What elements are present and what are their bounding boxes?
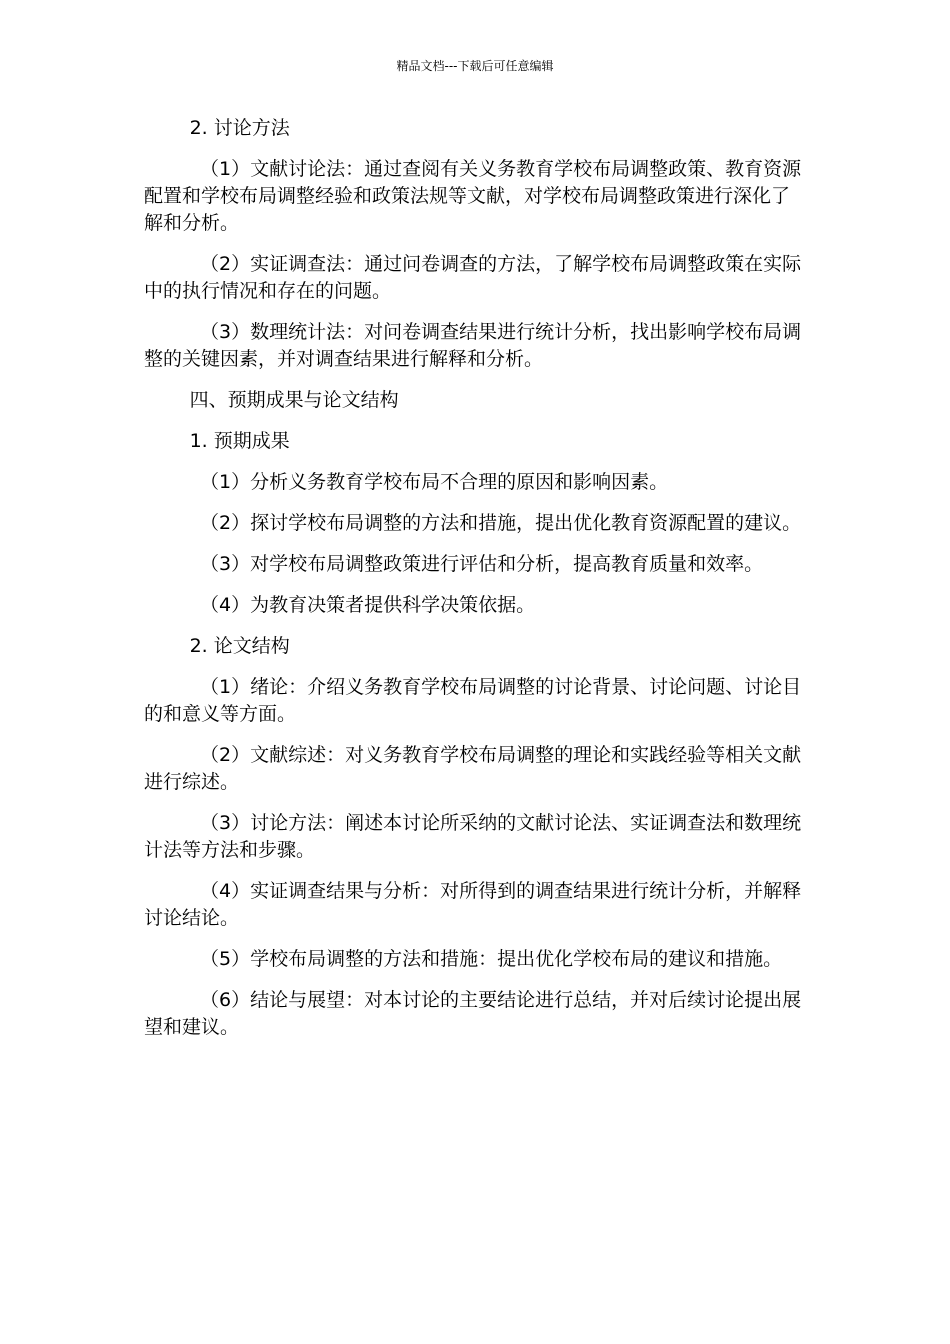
page-header: 精品文档---下载后可任意编辑 — [396, 59, 554, 73]
paragraph-empirical-survey-method: （2）实证调查法：通过问卷调查的方法，了解学校布局调整政策在实际中的执行情况和存在的问题。 — [144, 253, 802, 302]
paragraph-result-1: （1）分析义务教育学校布局不合理的原因和影响因素。 — [200, 471, 669, 493]
subsection-heading-thesis-structure: 2. 论文结构 — [189, 635, 290, 657]
paragraph-result-2: （2）探讨学校布局调整的方法和措施，提出优化教育资源配置的建议。 — [200, 512, 802, 534]
paragraph-statistics-method: （3）数理统计法：对问卷调查结果进行统计分析，找出影响学校布局调整的关键因素，并对调查结果进行解释和分析。 — [144, 321, 802, 370]
paragraph-structure-6: （6）结论与展望：对本讨论的主要结论进行总结，并对后续讨论提出展望和建议。 — [144, 989, 802, 1038]
subsection-heading-expected-results: 1. 预期成果 — [189, 430, 290, 452]
section-heading-research-methods: 2. 讨论方法 — [189, 117, 290, 139]
paragraph-result-4: （4）为教育决策者提供科学决策依据。 — [200, 594, 536, 616]
document-body — [144, 115, 808, 1055]
paragraph-structure-2: （2）文献综述：对义务教育学校布局调整的理论和实践经验等相关文献进行综述。 — [144, 744, 802, 793]
paragraph-structure-3: （3）讨论方法：阐述本讨论所采纳的文献讨论法、实证调查法和数理统计法等方法和步骤。 — [144, 812, 802, 861]
section-heading-expected-results-structure: 四、预期成果与论文结构 — [189, 389, 399, 411]
paragraph-result-3: （3）对学校布局调整政策进行评估和分析，提高教育质量和效率。 — [200, 553, 764, 575]
paragraph-structure-4: （4）实证调查结果与分析：对所得到的调查结果进行统计分析，并解释讨论结论。 — [144, 880, 802, 929]
paragraph-structure-5: （5）学校布局调整的方法和措施：提出优化学校布局的建议和措施。 — [200, 948, 783, 970]
paragraph-structure-1: （1）绪论：介绍义务教育学校布局调整的讨论背景、讨论问题、讨论目的和意义等方面。 — [144, 676, 802, 725]
paragraph-literature-method: （1）文献讨论法：通过查阅有关义务教育学校布局调整政策、教育资源配置和学校布局调整经验和政策法规等文献，对学校布局调整政策进行深化了解和分析。 — [144, 158, 802, 234]
